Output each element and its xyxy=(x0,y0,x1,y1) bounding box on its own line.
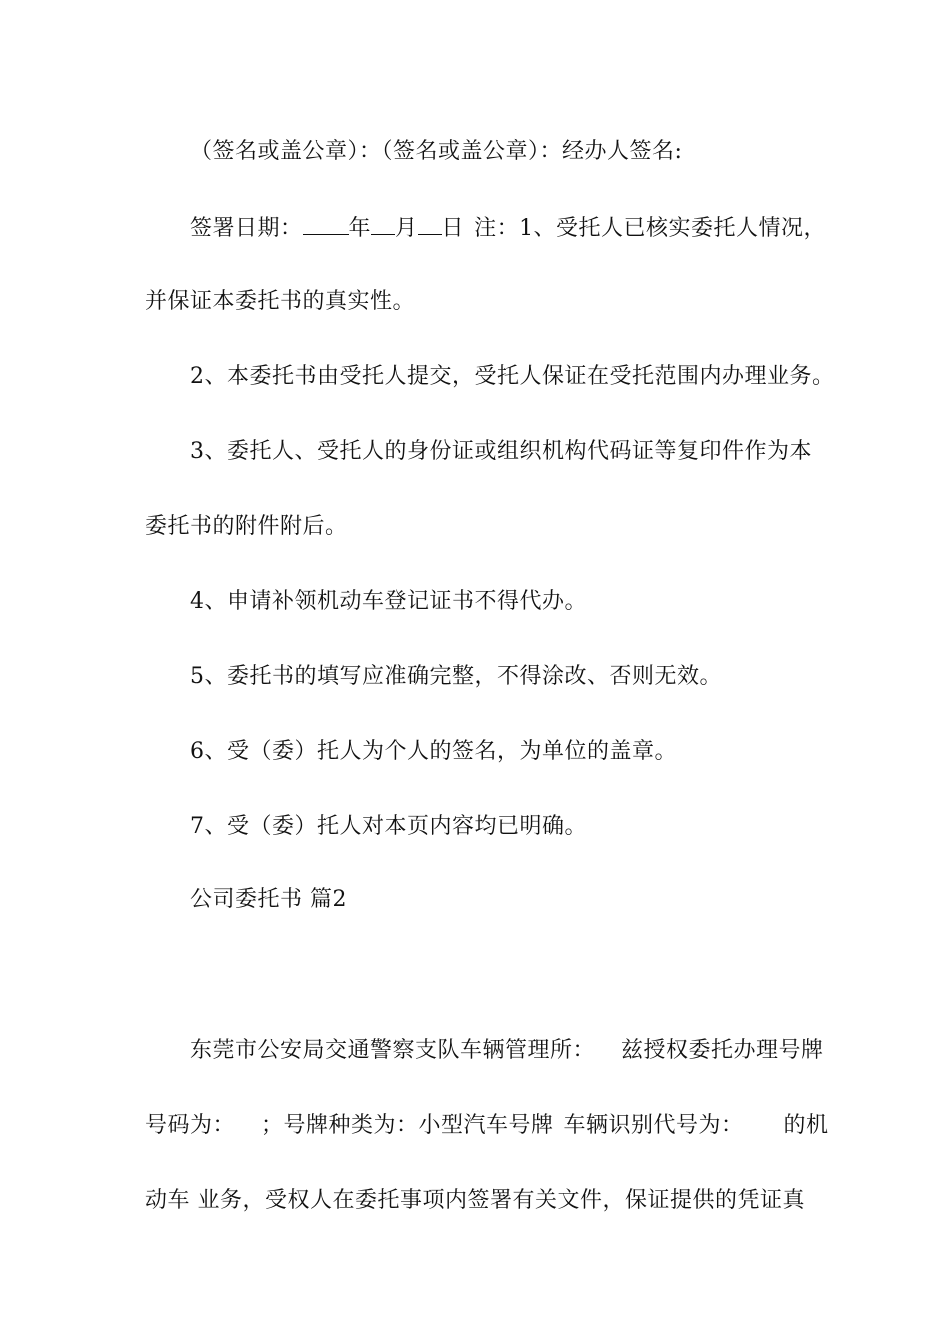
plate-type-text: ；号牌种类为：小型汽车号牌 xyxy=(261,1113,554,1138)
note-5: 5、委托书的填写应准确完整，不得涂改、否则无效。 xyxy=(190,664,722,689)
note-6: 6、受（委）托人为个人的签名，为单位的盖章。 xyxy=(190,739,677,764)
note-2: 2、本委托书由受托人提交，受托人保证在受托范围内办理业务。 xyxy=(190,364,835,389)
letter-line-3: 动车 业务，受权人在委托事项内签署有关文件，保证提供的凭证真 xyxy=(145,1188,805,1213)
day-label: 日 xyxy=(441,216,465,241)
signature-line: （签名或盖公章）：（签名或盖公章）：经办人签名: xyxy=(190,139,683,164)
vin-label: 车辆识别代号为： xyxy=(563,1113,744,1138)
note-3: 3、委托人、受托人的身份证或组织机构代码证等复印件作为本 xyxy=(190,439,812,464)
note-3-continued: 委托书的附件附后。 xyxy=(145,514,348,539)
date-note-line xyxy=(190,212,827,244)
note-1-continued: 并保证本委托书的真实性。 xyxy=(145,289,416,314)
date-label: 签署日期： xyxy=(190,216,303,241)
day-blank xyxy=(418,212,442,235)
letter-line-1 xyxy=(190,1036,824,1066)
note-4: 4、申请补领机动车登记证书不得代办。 xyxy=(190,589,587,614)
note-7: 7、受（委）托人对本页内容均已明确。 xyxy=(190,814,587,839)
recipient: 东莞市公安局交通警察支队车辆管理所： xyxy=(190,1038,596,1063)
letter-line-2 xyxy=(145,1111,829,1141)
note-1: 注：1、受托人已核实委托人情况， xyxy=(474,216,827,241)
section-title: 公司委托书 篇2 xyxy=(190,887,347,912)
year-label: 年 xyxy=(348,216,372,241)
month-blank xyxy=(371,212,395,235)
plate-number-label: 号码为： xyxy=(145,1113,236,1138)
vehicle-text: 的机 xyxy=(783,1113,829,1138)
authorization-text: 兹授权委托办理号牌 xyxy=(621,1038,824,1063)
month-label: 月 xyxy=(395,216,418,241)
year-blank xyxy=(303,212,349,235)
